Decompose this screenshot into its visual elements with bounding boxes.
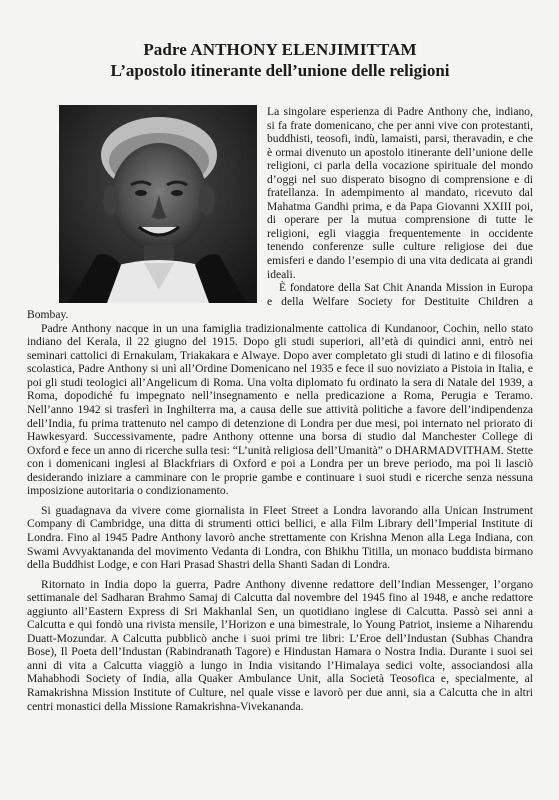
intro-paragraph: La singolare esperienza di Padre Anthony che, indiano, si fa frate domenicano, che per anni vive con protestanti, buddhisti, teosofi, indù, lamaisti, parsi, theravadin, e che è ormai divenuto un apostolo itinerante dell’unione delle religioni, ci parla della vocazione spirituale del mondo d’oggi nel suo disperato bisogno di comprensione e di fratellanza. In adempimento al mandato, ricevuto dal Mahatma Gandhi prima, e da Papa Giovanni XXIII poi, di operare per la mutua comprensione di tutte le religioni, egli viaggia frequentemente in occidente tenendo conferenze sulle culture religiose dei due emisferi e dando l’esempio di una vita dedicata ai grandi ideali. (267, 105, 533, 281)
biography-paragraph: Ritornato in India dopo la guerra, Padre Anthony divenne redattore dell’Indian Messenger, l’organo settimanale del Sadharan Brahmo Samaj di Calcutta dal novembre del 1945 fino al 1948, e anche redattore aggiunto all’Eastern Express di Sri Makhanlal Sen, un quotidiano inglese di Calcutta. Passò sei anni a Calcutta e qui fondò una rivista mensile, l’Horizon e una bimestrale, lo Young Patriot, insieme a Niharendu Duatt-Mozundar. A Calcutta pubblicò anche i suoi primi tre libri: L’Eroe dell’Industan (Subhas Chandra Bose), Il Poeta dell’Industan (Rabindranath Tagore) e Hindustan Hamara o Nostra India. Durante i suoi sei anni di vita a Calcutta viaggiò a lungo in India visitando l’Himalaya sedici volte, associandosi alla Mahabhodi Society of India, alla Quaker Ambulance Unit, alla Società Teosofica e, specialmente, al Ramakrishna Mission Institute of Culture, nel quale visse e lavorò per due anni, sia a Calcutta che in altri centri monastici della Missione Ramakrishna-Vivekananda. (27, 577, 533, 713)
portrait-photo (59, 105, 257, 303)
portrait-illustration (59, 105, 257, 303)
intro-paragraph-founder: È fondatore della Sat Chit Ananda Mission in Europa e della Welfare Society for Destituite Children a Bombay. (27, 281, 533, 322)
biography-paragraph: Padre Anthony nacque in un una famiglia tradizionalmente cattolica di Kundanoor, Cochin, nello stato indiano del Kerala, il 22 giugno del 1915. Dopo gli studi superiori, all’età di quindici anni, entrò nei seminari cattolici di Ernakulam, Triakakara e Alwaye. Dopo aver completato gli studi di latino e di filosofia scolastica, Padre Anthony si unì all’Ordine Domenicano nel 1935 e fece il suo noviziato a Pistoia in Italia, e poi gli studi teologici all’Angelicum di Roma. Una volta diplomato fu ordinato la sera di Natale del 1939, a Roma, dopodiché fu impegnato nell’insegnamento e nella predicazione a Roma, Perugia e Teramo. Nell’anno 1942 si trasferì in Inghilterra ma, a causa delle sue attività politiche a favore dell’indipendenza dell’India, fu prima trattenuto nel campo di detenzione di Londra per due mesi, poi internato nel priorato di Hawkesyard. Successivamente, padre Anthony ottenne una borsa di studio dal Manchester College di Oxford e fece un anno di ricerche sulla tesi: “L’unità religiosa dell’Umanità” o DHARMADVITHAM. Stette con i domenicani inglesi al Blackfriars di Oxford e poi a Londra per un breve periodo, ma poi li lasciò desiderando iniziare a camminare con le proprie gambe e continuare i suoi studi e ricerche senza nessuna imposizione autoritaria o condizionamento. (27, 321, 534, 498)
page-title: Padre ANTHONY ELENJIMITTAM (143, 40, 417, 59)
biography-paragraph: Si guadagnava da vivere come giornalista in Fleet Street a Londra lavorando alla Unican Instrument Company di Cambridge, una ditta di strumenti ottici bellici, e alla Film Library dell’Imperial Institute di Londra. Fino al 1945 Padre Anthony lavorò anche strettamente con Krishna Menon alla Lega Indiana, con Swami Avvyaktananda del movimento Vedanta di Londra, con Bhikhu Titilla, un monaco buddista birmano della Buddhist Lodge, e con Hari Prasad Shastri della Shanti Sadan di Londra. (27, 503, 533, 572)
page-subtitle: L’apostolo itinerante dell’unione delle religioni (110, 61, 450, 80)
